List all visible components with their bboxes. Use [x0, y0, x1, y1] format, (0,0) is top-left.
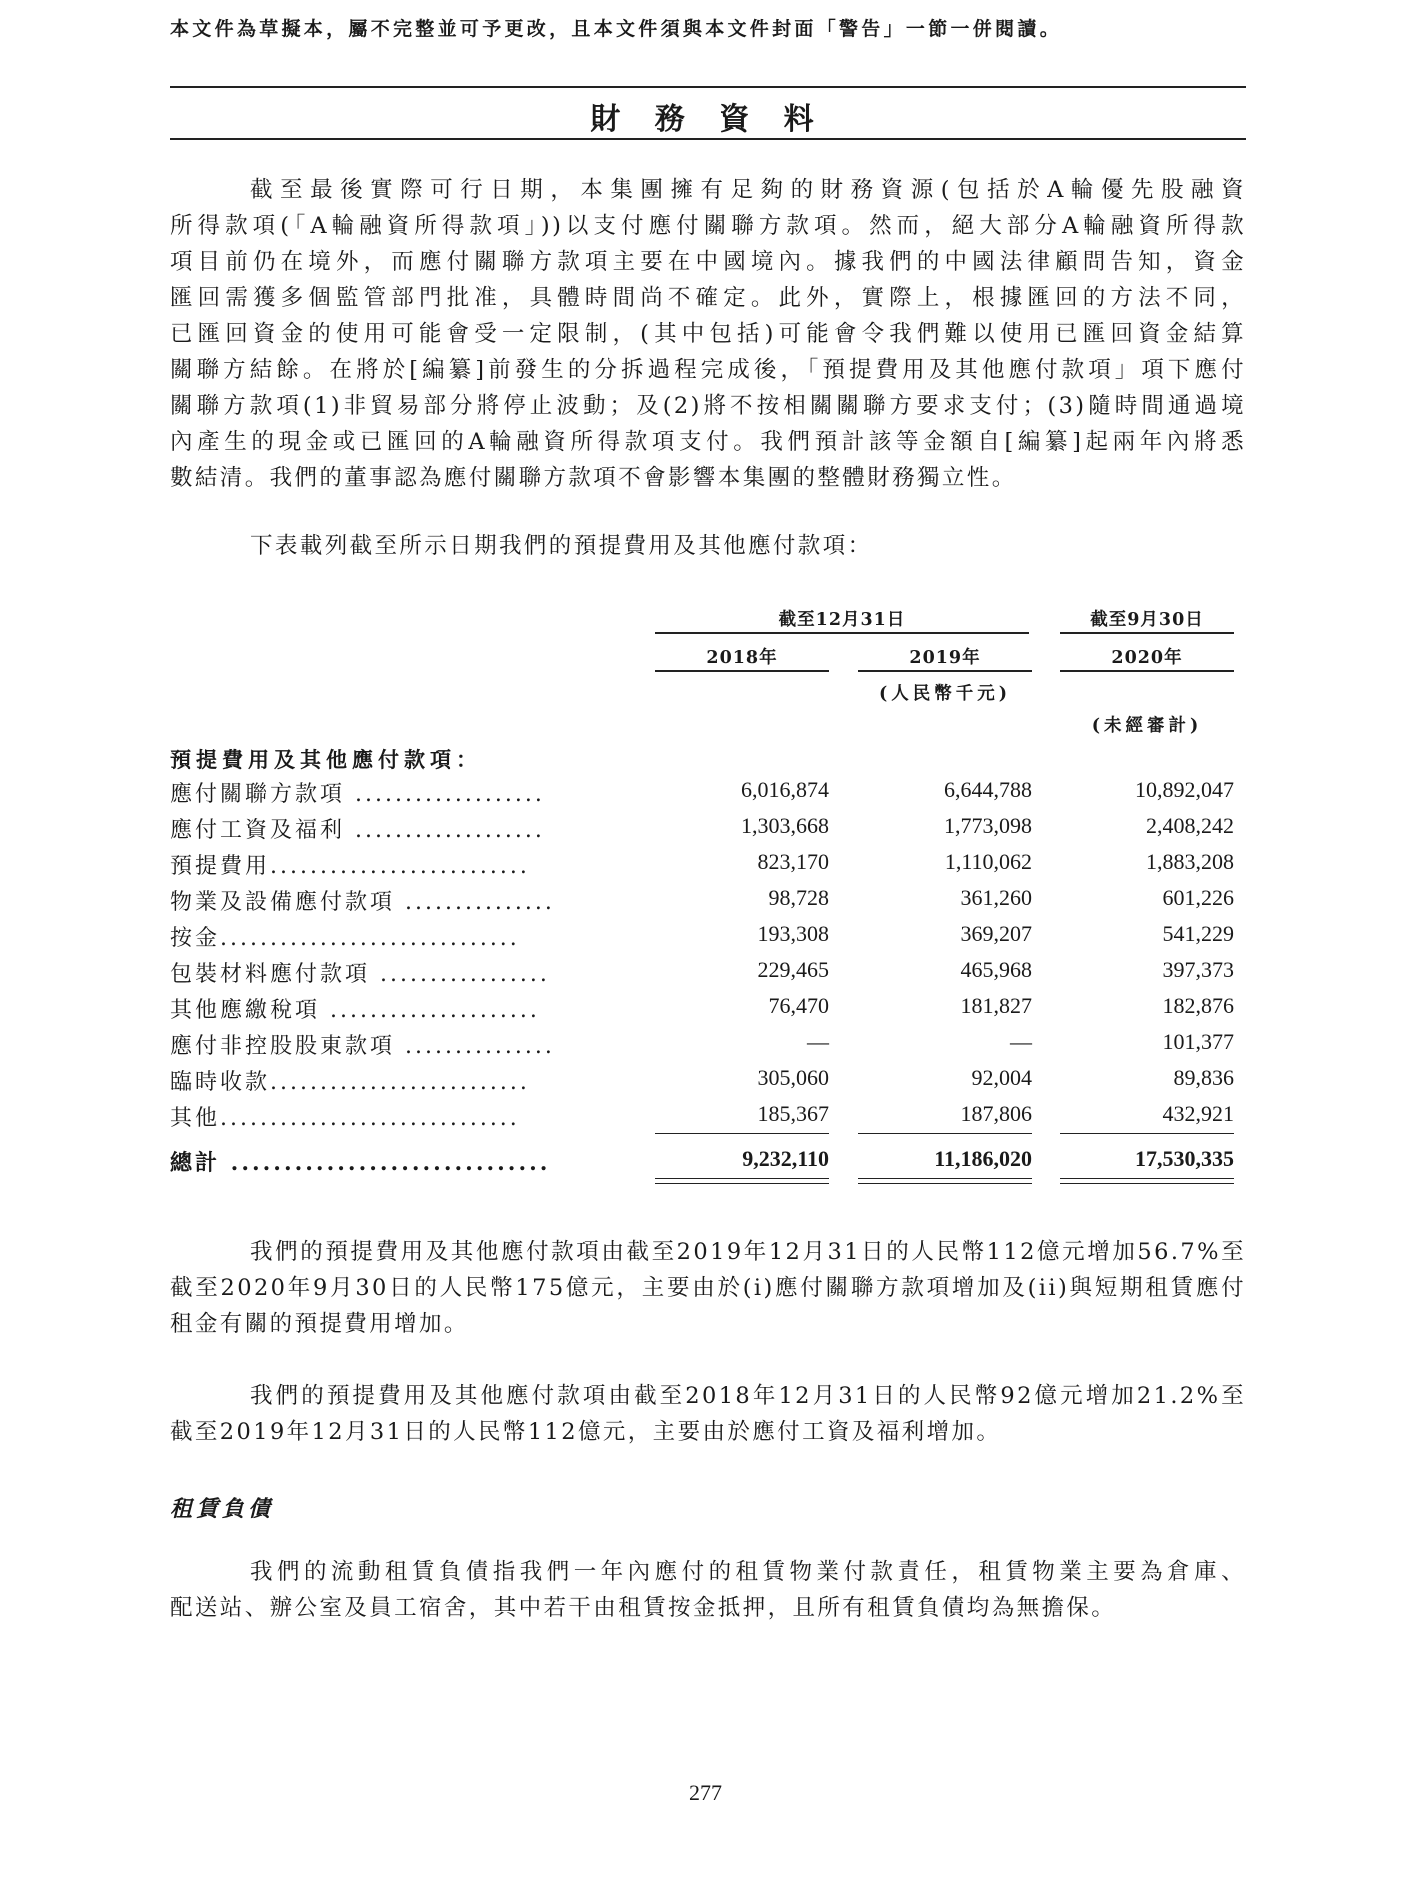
paragraph-line: 截至2020年9月30日的人民幣175億元，主要由於(i)應付關聯方款項增加及(ii)與短期租賃應付: [170, 1275, 1246, 1301]
paragraph-line: 項目前仍在境外，而應付關聯方款項主要在中國境內。據我們的中國法律顧問告知，資金: [170, 249, 1246, 275]
row-label: 應付工資及福利 ...................: [170, 818, 545, 843]
header-as-of-dec-31: 截至12月31日: [778, 610, 906, 630]
cell-2018: 229,465: [757, 957, 829, 982]
cell-2019: 6,644,788: [944, 777, 1032, 802]
cell-2020: 1,883,208: [1146, 849, 1234, 874]
cell-2018: 98,728: [768, 885, 829, 910]
year-underline: [1060, 670, 1234, 672]
cell-2020: 601,226: [1162, 885, 1234, 910]
paragraph-table-intro: [170, 528, 1246, 564]
paragraph-line: 內產生的現金或已匯回的A輪融資所得款項支付。我們預計該等金額自[編纂]起兩年內將悉: [170, 429, 1246, 455]
cell-2018: 823,170: [757, 849, 829, 874]
row-label: 其他應繳稅項 .....................: [170, 998, 540, 1023]
paragraph-increase-2020: [170, 1234, 1246, 1342]
cell-2018: 193,308: [757, 921, 829, 946]
paragraph-line: 我們的流動租賃負債指我們一年內應付的租賃物業付款責任，租賃物業主要為倉庫、: [250, 1559, 1246, 1585]
cell-2020: 397,373: [1162, 957, 1234, 982]
page-number: 277: [689, 1780, 722, 1805]
paragraph-line: 配送站、辦公室及員工宿舍，其中若干由租賃按金抵押，且所有租賃負債均為無擔保。: [170, 1595, 1117, 1621]
total-double-rule: [655, 1183, 829, 1184]
cell-2020: 2,408,242: [1146, 813, 1234, 838]
paragraph-line: 關聯方結餘。在將於[編纂]前發生的分拆過程完成後，「預提費用及其他應付款項」項下應付: [170, 357, 1246, 383]
cell-2019: 181,827: [960, 993, 1032, 1018]
total-2019: 11,186,020: [934, 1146, 1032, 1171]
year-header-2019: 2019年: [909, 648, 981, 668]
row-label: 應付關聯方款項 ...................: [170, 782, 545, 807]
cell-2019: 369,207: [960, 921, 1032, 946]
row-label: 預提費用..........................: [170, 854, 530, 879]
cell-2019: 361,260: [960, 885, 1032, 910]
cell-2018: 6,016,874: [741, 777, 829, 802]
table-section-label: 預提費用及其他應付款項：: [170, 747, 482, 772]
paragraph-line: 數結清。我們的董事認為應付關聯方款項不會影響本集團的整體財務獨立性。: [170, 465, 1017, 491]
total-double-rule: [1060, 1178, 1234, 1179]
subtotal-rule: [858, 1133, 1032, 1134]
cell-2020: 10,892,047: [1135, 777, 1234, 802]
subtotal-rule: [655, 1133, 829, 1134]
year-header-2020: 2020年: [1111, 648, 1183, 668]
cell-2019: 1,110,062: [944, 849, 1032, 874]
header-underline: [1060, 632, 1234, 634]
year-underline: [858, 670, 1032, 672]
row-label: 按金..............................: [170, 926, 520, 951]
cell-2020: 541,229: [1162, 921, 1234, 946]
year-underline: [655, 670, 829, 672]
total-2018: 9,232,110: [742, 1146, 829, 1171]
row-label: 包裝材料應付款項 .................: [170, 962, 550, 987]
unaudited-note: (未經審計): [1091, 716, 1203, 736]
total-row-label: 總計 ..............................: [170, 1150, 551, 1176]
paragraph-line: 我們的預提費用及其他應付款項由截至2018年12月31日的人民幣92億元增加21.2%至: [250, 1383, 1246, 1409]
title-bottom-rule: [170, 138, 1246, 140]
paragraph-line: 下表載列截至所示日期我們的預提費用及其他應付款項：: [250, 533, 873, 559]
paragraph-line: 我們的預提費用及其他應付款項由截至2019年12月31日的人民幣112億元增加56.7%至: [250, 1239, 1246, 1265]
header-underline: [655, 632, 1029, 634]
total-double-rule: [655, 1178, 829, 1179]
row-label: 臨時收款..........................: [170, 1070, 530, 1095]
subtotal-rule: [1060, 1133, 1234, 1134]
row-label: 應付非控股股東款項 ...............: [170, 1034, 555, 1059]
cell-2020: 182,876: [1162, 993, 1234, 1018]
cell-2019: 187,806: [960, 1101, 1032, 1126]
cell-2020: 432,921: [1162, 1101, 1234, 1126]
year-header-2018: 2018年: [706, 648, 778, 668]
paragraph-line: 關聯方款項(1)非貿易部分將停止波動；及(2)將不按相關關聯方要求支付；(3)隨時間通過境: [170, 393, 1246, 419]
total-2020: 17,530,335: [1135, 1146, 1234, 1171]
cell-2019: —: [1010, 1029, 1032, 1054]
total-double-rule: [858, 1178, 1032, 1179]
cell-2019: 465,968: [960, 957, 1032, 982]
paragraph-line: 租金有關的預提費用增加。: [170, 1311, 469, 1337]
lease-liabilities-heading: 租賃負債: [170, 1496, 275, 1522]
title-top-rule: [170, 86, 1246, 88]
total-double-rule: [858, 1183, 1032, 1184]
currency-note: (人民幣千元): [878, 684, 1012, 704]
page-title: 財 務 資 料: [590, 102, 826, 137]
cell-2020: 89,836: [1173, 1065, 1234, 1090]
paragraph-financial-resources: [170, 172, 1246, 496]
paragraph-line: 匯回需獲多個監管部門批准，具體時間尚不確定。此外，實際上，根據匯回的方法不同，: [170, 285, 1246, 311]
cell-2018: 1,303,668: [741, 813, 829, 838]
paragraph-line: 已匯回資金的使用可能會受一定限制，(其中包括)可能會令我們難以使用已匯回資金結算: [170, 321, 1246, 347]
paragraph-line: 截至2019年12月31日的人民幣112億元，主要由於應付工資及福利增加。: [170, 1419, 1002, 1445]
paragraph-line: 所得款項(「A輪融資所得款項」))以支付應付關聯方款項。然而，絕大部分A輪融資所得款: [170, 213, 1246, 239]
cell-2018: 185,367: [757, 1101, 829, 1126]
cell-2018: 76,470: [768, 993, 829, 1018]
paragraph-increase-2019: [170, 1378, 1246, 1450]
paragraph-line: 截至最後實際可行日期，本集團擁有足夠的財務資源(包括於A輪優先股融資: [250, 177, 1246, 203]
cell-2018: 305,060: [757, 1065, 829, 1090]
header-as-of-sep-30: 截至9月30日: [1090, 610, 1204, 630]
cell-2018: —: [807, 1029, 829, 1054]
paragraph-lease-liabilities: [170, 1554, 1246, 1626]
row-label: 物業及設備應付款項 ...............: [170, 890, 555, 915]
total-double-rule: [1060, 1183, 1234, 1184]
cell-2020: 101,377: [1162, 1029, 1234, 1054]
cell-2019: 1,773,098: [944, 813, 1032, 838]
draft-warning-note: 本文件為草擬本，屬不完整並可予更改，且本文件須與本文件封面「警告」一節一併閱讀。: [170, 18, 1063, 40]
cell-2019: 92,004: [971, 1065, 1032, 1090]
row-label: 其他..............................: [170, 1106, 520, 1131]
